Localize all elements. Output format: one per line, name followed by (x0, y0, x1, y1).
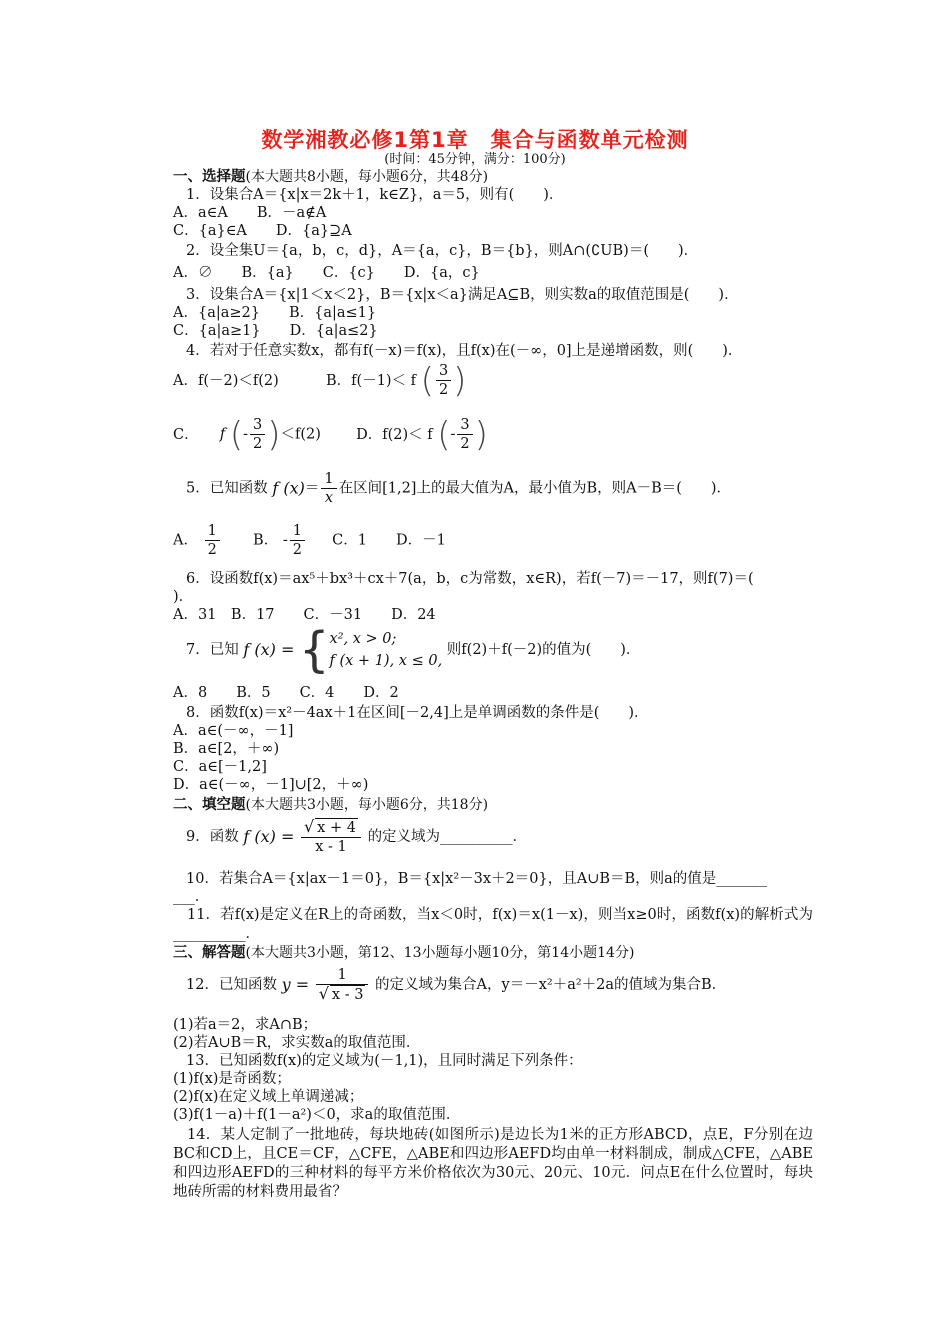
fraction-neg-three-halves-d: $\frac{3}{2}$ (457, 416, 472, 453)
fraction-domain: $\frac{√ x + 4}{x - 1}$ (301, 818, 361, 856)
fraction-three-halves: $\frac{3}{2}$ (436, 362, 451, 399)
fraction-one-over-x: $\frac{1}{x}$ (321, 470, 336, 507)
question-10: 10．若集合A＝{x|ax－1＝0}，B＝{x|x²－3x＋2＝0}，且A∪B＝B，则a的值是_______ (186, 871, 768, 887)
question-14: 14．某人定制了一批地砖，每块地砖(如图所示)是边长为1米的正方形ABCD，点E，F分别在边BC和CD上，且CE＝CF，△CFE，△ABE和四边形AEFD均由单一材料制成，制成△CFE，△ABE和四边形AEFD的三种材料的每平方米价格依次为30元、20元、10元．问点E在什么位置时，每块地砖所需的材料费用最省？ (173, 1127, 813, 1200)
section-2-heading: 二、填空题(本大题共3小题，每小题6分，共18分) (173, 797, 489, 813)
question-7: 7．已知 f (x) = { x², x > 0; f (x + 1), x ≤ 0, 则f(2)＋f(－2)的值为( )． (186, 622, 641, 678)
question-13-condition-3: (3)f(1－a)＋f(1－a²)＜0，求a的取值范围． (173, 1107, 461, 1123)
question-3: 3．设集合A＝{x|1＜x＜2}，B＝{x|x＜a}满足A⊆B，则实数a的取值范围是( )． (186, 287, 739, 303)
fraction-one-half: $\frac{1}{2}$ (205, 522, 220, 559)
question-1-options-ab: A．a∈A B．－a∉A (173, 205, 327, 221)
question-8-option-d: D．a∈(－∞，－1]∪[2，＋∞) (173, 777, 369, 793)
question-9: 9．函数 f (x) = $\frac{√ x + 4}{x - 1}$ 的定义域为__________． (186, 817, 528, 855)
page-title: 数学湘教必修1第1章 集合与函数单元检测 (261, 128, 689, 152)
question-3-options-ab: A．{a|a≥2} B．{a|a≤1} (173, 305, 377, 321)
section-1-heading: 一、选择题(本大题共8小题，每小题6分，共48分) (173, 169, 489, 185)
fraction-neg-three-halves-c: $\frac{3}{2}$ (250, 416, 265, 453)
question-12: 12．已知函数 y = $\frac{1}{√ x - 3}$ 的定义域为集合A，y＝－x²＋a²＋2a的值域为集合B． (186, 967, 727, 1003)
fraction-one-over-sqrt: $\frac{1}{√ x - 3}$ (316, 966, 369, 1004)
question-10-continued: ___． (173, 889, 210, 905)
question-13: 13．已知函数f(x)的定义域为(－1,1)，且同时满足下列条件： (186, 1053, 583, 1069)
question-3-options-cd: C．{a|a≥1} D．{a|a≤2} (173, 323, 378, 339)
question-4: 4．若对于任意实数x，都有f(－x)＝f(x)，且f(x)在(－∞，0]上是递增函数，则( )． (186, 343, 743, 359)
question-4-options-ab: A．f(－2)＜f(2) B．f(－1)＜ f ( $\frac{3}{2}$ ) (173, 360, 467, 401)
question-7-options: A．8 B．5 C．4 D．2 (173, 685, 399, 701)
question-13-condition-1: (1)f(x)是奇函数； (173, 1071, 291, 1087)
page-subtitle: (时间：45分钟，满分：100分) (384, 152, 566, 167)
piecewise-brace: { (298, 622, 330, 678)
question-2-options: A．∅ B．{a} C．{c} D．{a，c} (173, 265, 480, 281)
question-1: 1．设集合A＝{x|x＝2k＋1，k∈Z}，a＝5，则有( )． (186, 187, 564, 203)
piecewise-cases: x², x > 0; f (x + 1), x ≤ 0, (329, 631, 443, 669)
question-8-option-c: C．a∈[－1,2] (173, 759, 267, 775)
question-5-options: A． $\frac{1}{2}$ B． - $\frac{1}{2}$ C．1 D．－1 (173, 523, 446, 558)
section-3-heading: 三、解答题(本大题共3小题，第12、13小题每小题10分，第14小题14分) (173, 945, 635, 961)
question-6: 6．设函数f(x)＝ax⁵＋bx³＋cx＋7(a，b，c为常数，x∈R)，若f(－7)＝－17，则f(7)＝( (186, 571, 754, 587)
question-2: 2．设全集U＝{a，b，c，d}，A＝{a，c}，B＝{b}，则A∩(∁UB)＝( )． (186, 243, 699, 259)
fraction-neg-one-half: $\frac{1}{2}$ (290, 522, 305, 559)
question-12-part-2: (2)若A∪B＝R，求实数a的取值范围． (173, 1035, 421, 1051)
question-8: 8．函数f(x)＝x²－4ax＋1在区间[－2,4]上是单调函数的条件是( )． (186, 705, 649, 721)
question-4-options-cd: C． f (- $\frac{3}{2}$ )＜f(2) D．f(2)＜ f (- $\frac{3}{2}$ ) (173, 414, 488, 455)
question-1-options-cd: C．{a}∈A D．{a}⊇A (173, 223, 352, 239)
question-6-options: A．31 B．17 C．－31 D．24 (173, 607, 436, 623)
question-13-condition-2: (2)f(x)在定义域上单调递减； (173, 1089, 364, 1105)
question-6-continued: )． (173, 589, 194, 605)
question-12-part-1: (1)若a＝2，求A∩B； (173, 1017, 318, 1033)
question-8-option-b: B．a∈[2，＋∞) (173, 741, 280, 757)
question-5: 5．已知函数 f (x)＝ $\frac{1}{x}$ 在区间[1,2]上的最大值为A，最小值为B，则A－B＝( )． (186, 471, 732, 506)
question-11: 11．若f(x)是定义在R上的奇函数，当x＜0时，f(x)＝x(1－x)，则当x≥0时，函数f(x)的解析式为__________． (173, 907, 813, 942)
question-8-option-a: A．a∈(－∞，－1] (173, 723, 294, 739)
